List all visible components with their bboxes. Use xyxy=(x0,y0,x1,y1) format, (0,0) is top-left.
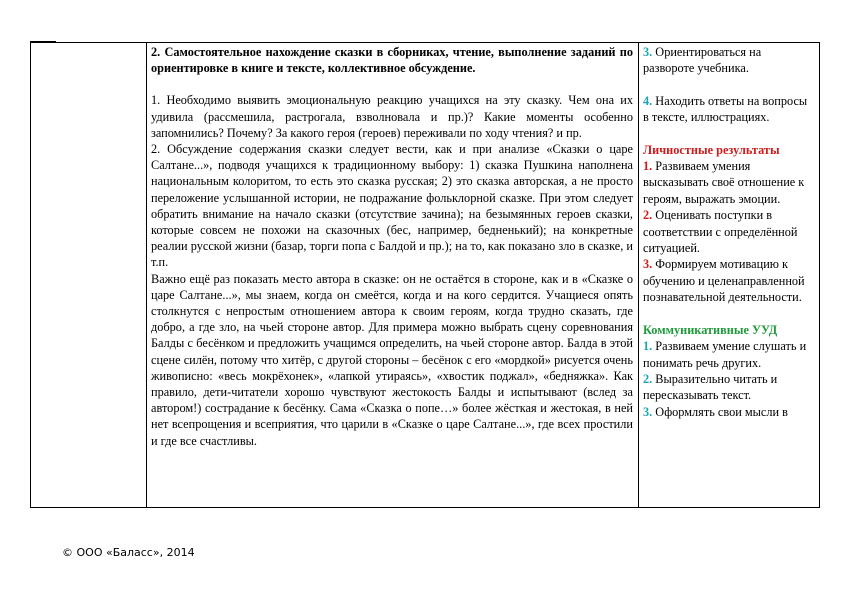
copyright-footer: © ООО «Баласс», 2014 xyxy=(62,546,195,559)
personal-results-heading: Личностные результаты xyxy=(643,142,780,157)
communicative-item: 1. Развиваем умение слушать и понимать речь других. xyxy=(643,339,807,370)
stage-heading: 2. Самостоятельное нахождение сказки в сборниках, чтение, выполнение заданий по ориентировке в книге и тексте, коллективное обсуждение. xyxy=(151,45,633,76)
stage-paragraph-1: 1. Необходимо выявить эмоциональную реакцию учащихся на эту сказку. Чем она их удивила (рассмешила, растрогала, взволновала и пр.)? Какие моменты особенно запомнились? Почему? За какого героя (героев) переживали по ходу чтения? и пр. xyxy=(151,93,633,140)
result-item: 4. Находить ответы на вопросы в тексте, иллюстрациях. xyxy=(643,93,808,125)
table-bottom-border xyxy=(30,507,819,508)
communicative-item: 2. Выразительно читать и пересказывать текст. xyxy=(643,371,778,403)
table-top-border xyxy=(30,42,819,43)
column-divider-1 xyxy=(146,42,147,508)
personal-item: 1. Развиваем умения высказывать своё отношение к героям, выражать эмоции. xyxy=(643,159,805,206)
table-right-border xyxy=(819,42,820,508)
stage-paragraph-3: Важно ещё раз показать место автора в сказке: он не остаётся в стороне, как и в «Сказке о царе Салтане...», мы знаем, когда он смеётся, когда и на кого сердится. Учащиеся опять столкнутся с непростым отношением автора к своим героям, когда трудно сказать, где добро, а где зло, на чьей стороне автор. Для примера можно выбрать сцену соревнования Балды с бесёнком и предложить учащимся определить, на чьей стороне автор. Балда в этой сцене силён, потому что хитёр, с другой стороны – бесёнок с его «мордкой» рисуется очень живописно: «весь мокрёхонек», «лапкой утираясь», «хвостик поджал», «бедняжка». Как правило, дети-читатели хорошо чувствуют жестокость Балды и испытывают (вслед за автором!) сострадание к бесёнку. Сама «Сказка о попе…» более жёсткая и жестокая, в ней нет всепрощения и всеприятия, что царили в «Сказке о царе Салтане...», где всех простили и где все счастливы. xyxy=(151,271,633,448)
result-item: 3. Ориентироваться на развороте учебника. xyxy=(643,45,762,76)
table-left-border xyxy=(30,42,31,508)
personal-item: 3. Формируем мотивацию к обучению и целенаправленной познавательной деятельности. xyxy=(643,257,805,305)
table-corner-mark xyxy=(30,41,56,43)
results-column xyxy=(643,44,815,504)
communicative-item: 3. Оформлять свои мысли в xyxy=(643,404,788,419)
column-divider-2 xyxy=(638,42,639,508)
personal-item: 2. Оценивать поступки в соответствии с определённой ситуацией. xyxy=(643,208,798,256)
lesson-stage-column xyxy=(151,44,633,504)
stage-paragraph-2: 2. Обсуждение содержания сказки следует вести, как и при анализе «Сказки о царе Салтане...», подводя учащихся к традиционному выбору: 1) сказка Пушкина наполнена национальным колоритом, то есть это сказка русская; 2) это сказка авторская, а не просто переложение услышанной истории, не подражание фольклорной сказке. При этом следует обратить внимание на начало сказки (отсутствие зачина); на безымянных героев сказки, которые совсем не похожи на сказочных (бес, нaпример, бедненький); на конкретные реалии русской жизни (базар, торги попа с Балдой и пр.); на то, как показано зло в сказке, и т.п. xyxy=(151,142,633,270)
communicative-heading: Коммуникативные УУД xyxy=(643,322,778,337)
